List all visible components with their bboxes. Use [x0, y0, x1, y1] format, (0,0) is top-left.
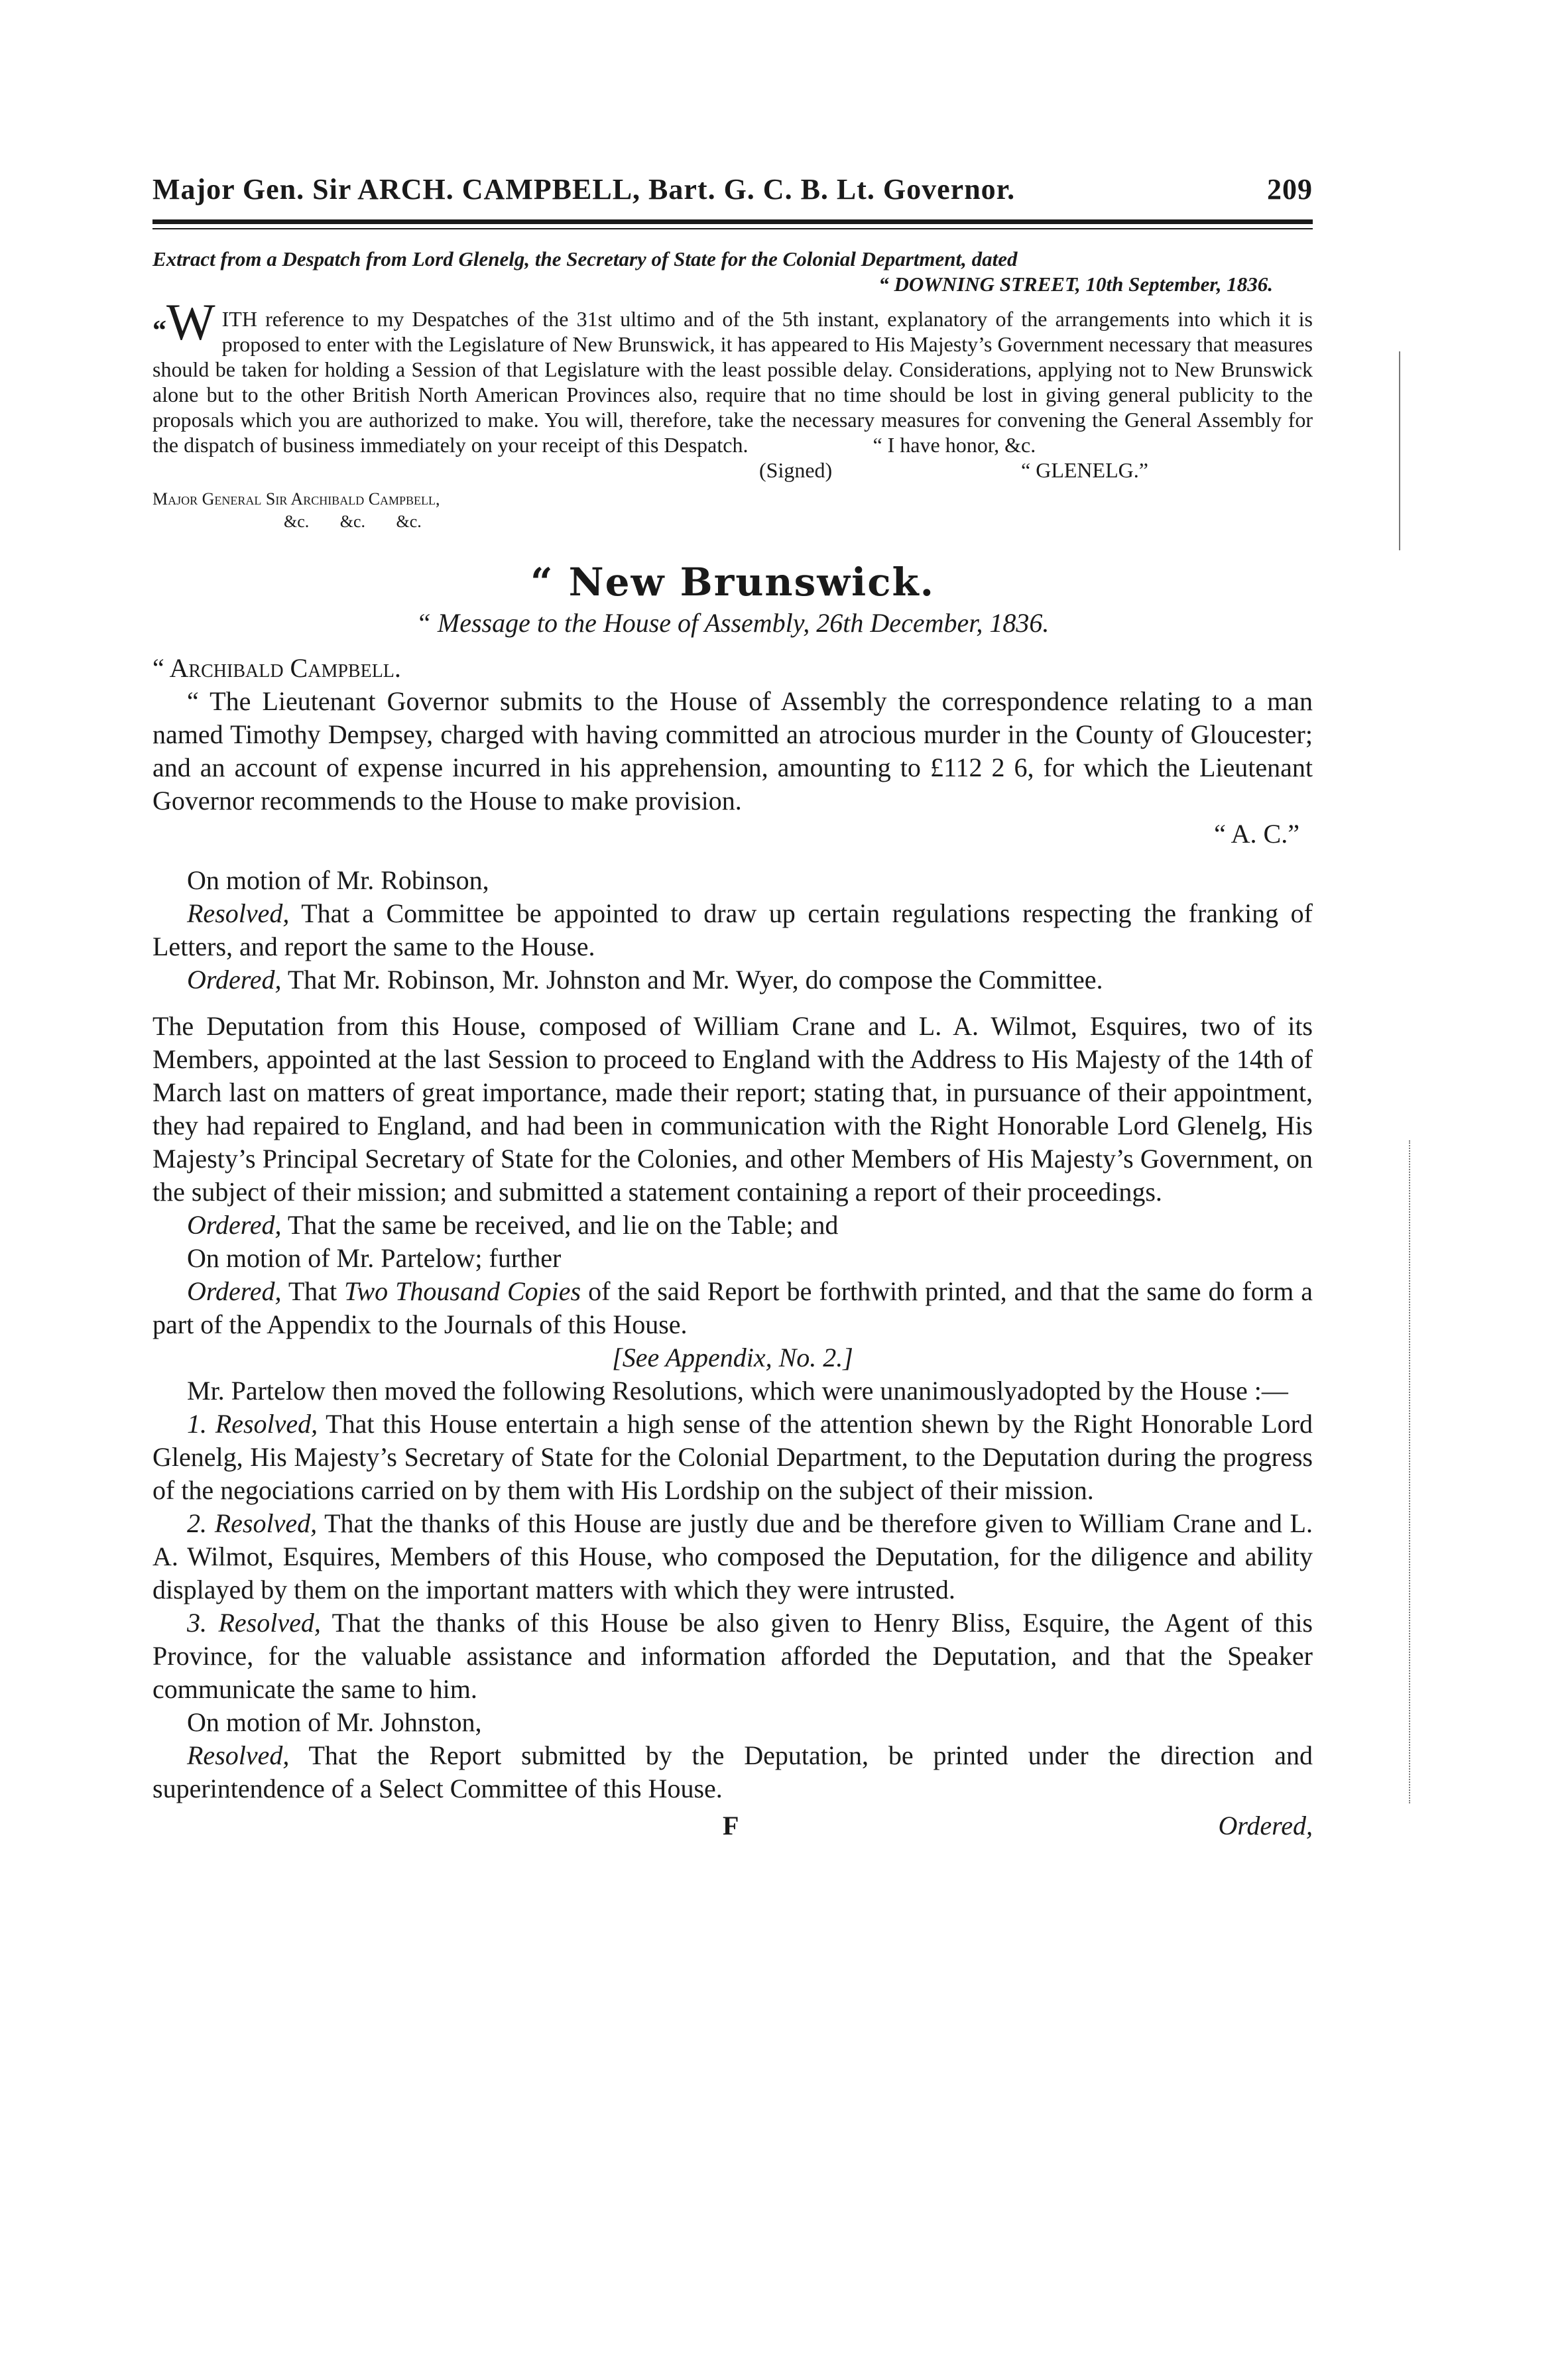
signature-mark: F — [723, 1811, 739, 1841]
resolution-franking — [152, 897, 1313, 963]
header-rule — [152, 219, 1313, 224]
message-text: “ The Lieutenant Governor submits to the House of Assembly the correspondence relating to a man named Timothy Dempsey, charged with having committed an atrocious murder in the County of Gloucester; and an account of expense incurred in his apprehension, amounting to £112 2 6, for which the Lieutenant Governor recommends to the House to make provision. — [152, 686, 1313, 816]
resolution-1-label: 1. Resolved, — [187, 1409, 318, 1439]
ordered-label: Ordered, — [187, 1210, 282, 1240]
addressee — [152, 488, 1313, 533]
proceedings — [152, 864, 1313, 1805]
margin-mark — [1409, 1140, 1410, 1803]
motion-robinson: On motion of Mr. Robinson, — [187, 865, 489, 895]
signed-label: (Signed) — [759, 458, 833, 482]
deputation-report: The Deputation from this House, composed of William Crane and L. A. Wilmot, Esquires, two of its Members, appointed at the last Session to proceed to England with the Address to His Majesty of the 14th of March last on matters of great importance, made their report; stating that, in pursuance of their appointment, they had repaired to England, and had been in communication with the Right Honorable Lord Glenelg, His Majesty’s Principal Secretary of State for the Colonies, and other Members of His Majesty’s Government, on the subject of their mission; and submitted a statement containing a report of their proceedings. — [152, 1011, 1313, 1207]
addressee-name: Major General Sir Archibald Campbell, — [152, 489, 440, 509]
drop-letter: W — [166, 293, 215, 351]
drop-quote: “ — [152, 316, 166, 346]
signature-glenelg: “ GLENELG.” — [1021, 458, 1148, 482]
letter-closing: “ I have honor, &c. — [873, 433, 1036, 457]
order-committee — [152, 963, 1313, 997]
order-printing — [152, 1275, 1313, 1341]
despatch-letter — [152, 293, 1313, 457]
resolved-label: Resolved, — [187, 1740, 290, 1770]
addressee-etc: &c. &c. &c. — [284, 512, 422, 531]
page-footer — [152, 1809, 1313, 1843]
running-title: Major Gen. Sir ARCH. CAMPBELL, Bart. G. C. B. Lt. Governor. — [152, 173, 1016, 206]
order-table — [152, 1209, 1313, 1242]
order-text-a: That — [281, 1276, 345, 1306]
resolution-report-printing — [152, 1739, 1313, 1805]
header-rule-thin — [152, 228, 1313, 229]
running-header — [152, 172, 1313, 206]
order-text: That the same be received, and lie on the Table; and — [281, 1210, 839, 1240]
margin-mark — [1399, 351, 1400, 550]
resolution-2 — [152, 1507, 1313, 1606]
resolution-3-text: That the thanks of this House be also given to Henry Bliss, Esquire, the Agent of this Province, for the valuable assistance and information afforded the Deputation, and that the Speaker communicate the same to him. — [152, 1608, 1313, 1704]
partelow-resolutions: Mr. Partelow then moved the following Resolutions, which were unanimouslyadopted by the House :— — [187, 1376, 1288, 1406]
catchword: Ordered, — [1218, 1811, 1313, 1841]
extract-heading — [152, 247, 1313, 297]
copies-italic: Two Thousand Copies — [344, 1276, 581, 1306]
resolution-1-text: That this House entertain a high sense of the attention shewn by the Right Honorable Lord Glenelg, His Majesty’s Secretary of State for the Colonial Department, to the Deputation during the progress of the negociations carried on by them with His Lordship on the subject of their mission. — [152, 1409, 1313, 1505]
drop-cap — [152, 293, 215, 351]
resolution-2-label: 2. Resolved, — [187, 1508, 318, 1538]
extract-dateline: “ DOWNING STREET, 10th September, 1836. — [878, 272, 1273, 296]
resolution-text: That the Report submitted by the Deputation, be printed under the direction and superintendence of a Select Committee of this House. — [152, 1740, 1313, 1803]
resolution-1 — [152, 1408, 1313, 1507]
page — [152, 172, 1313, 1843]
letter-text: ITH reference to my Despatches of the 31st ultimo and of the 5th instant, explanatory of the arrangements into which it is proposed to enter with the Legislature of New Brunswick, it has appeared to His Majesty’s Government necessary that measures should be taken for holding a Session of that Legislature with the least possible delay. Considerations, applying not to New Brunswick alone but to the other British North American Provinces also, require that no time should be lost in giving general publicity to the proposals which you are authorized to make. You will, therefore, take the necessary measures for convening the General Assembly for the dispatch of business immediately on your receipt of this Despatch. — [152, 307, 1313, 457]
order-text: That Mr. Robinson, Mr. Johnston and Mr. Wyer, do compose the Committee. — [281, 965, 1103, 995]
resolution-2-text: That the thanks of this House are justly due and be therefore given to William Crane and L. A. Wilmot, Esquires, Members of this House, who composed the Deputation, for the diligence and ability displayed by them on the important matters with which they were intrusted. — [152, 1508, 1313, 1604]
see-appendix: [See Appendix, No. 2.] — [612, 1343, 853, 1372]
extract-intro: Extract from a Despatch from Lord Glenelg, the Secretary of State for the Colonial Department, dated — [152, 247, 1018, 271]
message-from: “ Archibald Campbell. — [152, 653, 401, 683]
section-title: “ New Brunswick. — [530, 560, 935, 605]
ordered-label: Ordered, — [187, 1276, 282, 1306]
motion-johnston: On motion of Mr. Johnston, — [187, 1707, 482, 1737]
resolution-text: That a Committee be appointed to draw up certain regulations respecting the franking of Letters, and report the same to the House. — [152, 898, 1313, 961]
resolved-label: Resolved, — [187, 898, 290, 928]
page-number: 209 — [1267, 173, 1313, 206]
order-text-b: of the said Report be forthwith printed, and that the same do form a part of the Appendix to the Journals of this House. — [152, 1276, 1313, 1339]
resolution-3-label: 3. Resolved, — [187, 1608, 321, 1638]
resolution-3 — [152, 1606, 1313, 1706]
message-body — [152, 652, 1313, 851]
message-title: “ Message to the House of Assembly, 26th December, 1836. — [416, 608, 1050, 638]
message-sign: “ A. C.” — [1214, 819, 1299, 849]
signature-row — [152, 457, 1313, 484]
ordered-label: Ordered, — [187, 965, 282, 995]
motion-partelow: On motion of Mr. Partelow; further — [187, 1243, 562, 1273]
